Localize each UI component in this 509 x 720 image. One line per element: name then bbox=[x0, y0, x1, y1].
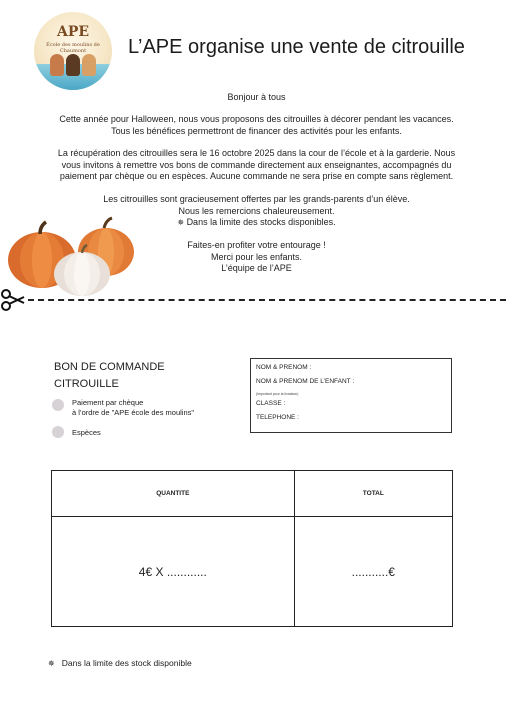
logo-title: APE bbox=[56, 24, 90, 40]
order-form-title bbox=[54, 359, 165, 393]
logo-child-figure bbox=[50, 54, 64, 76]
option-especes-label: Espèces bbox=[72, 428, 101, 437]
text-line: La récupération des citrouilles sera le 16 octobre 2025 dans la cour de l’école et à la garderie. Nous bbox=[57, 148, 456, 158]
phone-field-label[interactable]: TELEPHONE : bbox=[256, 414, 299, 421]
text-line: Cette année pour Halloween, nous vous proposons des citrouilles à décorer pendant les vacances. bbox=[59, 114, 454, 124]
paragraph-halloween bbox=[30, 114, 483, 137]
quantity-cell[interactable]: 4€ X ............ bbox=[52, 517, 295, 627]
order-form-title-line: CITROUILLE bbox=[54, 378, 119, 390]
child-name-note: (important pour la livraison) bbox=[256, 392, 299, 396]
ape-logo bbox=[34, 12, 112, 90]
column-header-quantite: QUANTITE bbox=[52, 471, 295, 517]
page-title: L’APE organise une vente de citrouille bbox=[128, 36, 465, 58]
class-field-label[interactable]: CLASSE : bbox=[256, 400, 286, 407]
sparkle-icon: ✵ bbox=[48, 659, 55, 668]
child-name-field-label[interactable]: NOM & PRENOM DE L’ENFANT : bbox=[256, 378, 355, 385]
stock-footer-text: Dans la limite des stock disponible bbox=[61, 658, 192, 668]
stock-footer-note bbox=[48, 658, 192, 668]
column-header-total: TOTAL bbox=[294, 471, 452, 517]
scissors-icon bbox=[0, 287, 26, 313]
pumpkins-illustration bbox=[6, 216, 136, 298]
option-cheque-line: à l’ordre de "APE école des moulins" bbox=[72, 408, 195, 417]
greeting: Bonjour à tous bbox=[227, 92, 286, 102]
text-line: paiement par chèque ou en espèces. Aucune commande ne sera prise en compte sans règlement. bbox=[59, 171, 454, 181]
order-table bbox=[51, 470, 453, 627]
text-line: Faites-en profiter votre entourage ! bbox=[187, 240, 326, 250]
radio-cheque[interactable] bbox=[52, 399, 64, 411]
order-form-title-line: BON DE COMMANDE bbox=[54, 361, 165, 373]
sparkle-icon: ✵ bbox=[177, 218, 185, 227]
option-cheque-line: Paiement par chèque bbox=[72, 398, 144, 407]
text-line: L’équipe de l’APE bbox=[221, 263, 292, 273]
text-line: Merci pour les enfants. bbox=[210, 251, 303, 262]
text-line: vous invitons à remettre vos bons de commande directement aux enseignantes, accompagnés du bbox=[61, 159, 452, 170]
logo-subtitle: École des moulins de Chaumont bbox=[46, 42, 100, 54]
logo-child-figure bbox=[66, 54, 80, 76]
stock-note: Dans la limite des stocks disponibles. bbox=[186, 217, 336, 227]
table-row bbox=[52, 517, 453, 627]
text-line: Nous les remercions chaleureusement. bbox=[178, 205, 335, 216]
cut-dashed-line bbox=[28, 299, 506, 301]
paragraph-recuperation bbox=[30, 148, 483, 183]
name-field-label[interactable]: NOM & PRENOM : bbox=[256, 364, 312, 371]
text-line: Les citrouilles sont gracieusement offertes par les grands-parents d’un élève. bbox=[103, 194, 410, 204]
total-cell[interactable]: ...........€ bbox=[294, 517, 452, 627]
contact-info-box bbox=[250, 358, 452, 433]
table-header-row bbox=[52, 471, 453, 517]
text-line: Tous les bénéfices permettront de financer des activités pour les enfants. bbox=[111, 125, 402, 136]
option-cheque-label bbox=[72, 398, 194, 418]
logo-child-figure bbox=[82, 54, 96, 76]
radio-especes[interactable] bbox=[52, 426, 64, 438]
